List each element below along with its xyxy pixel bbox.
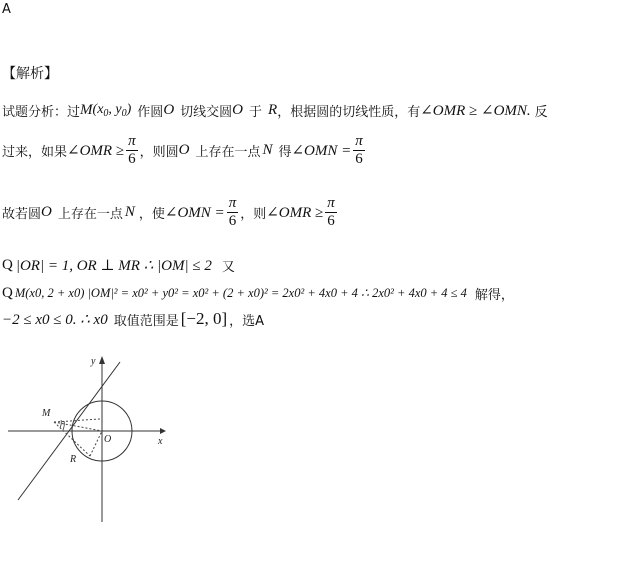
angle-inequality: ∠OMR ≥ ∠OMN. (420, 102, 531, 119)
text: 上存在一点 (195, 144, 261, 160)
fraction-numerator: π (327, 194, 335, 211)
angle-omr: ∠OMR ≥ (266, 204, 324, 221)
text: 于 (249, 104, 263, 120)
segment-ro (90, 431, 102, 456)
analysis-line-3 (2, 194, 339, 230)
symbol-q: Q (2, 284, 13, 301)
symbol-q: Q (2, 256, 13, 273)
interval: [−2, 0] (180, 309, 228, 328)
text: ，则 (240, 206, 267, 222)
text: 过来，如果 (2, 144, 68, 160)
fraction-numerator: π (355, 132, 363, 149)
text: ，使 (138, 206, 165, 222)
point-n: N (124, 203, 135, 220)
circle-o: O (178, 141, 190, 158)
text: ，选A (229, 313, 265, 329)
section-heading: 【解析】 (2, 66, 58, 82)
label-m: M (42, 408, 51, 419)
angle-omr: ∠OMR ≥ (67, 142, 125, 159)
fraction-pi-6 (353, 134, 365, 167)
analysis-line-2 (2, 132, 367, 168)
fraction-denominator: 6 (128, 150, 136, 167)
text: ，根据圆的切线性质，有 (277, 104, 421, 120)
fraction-pi-6 (325, 196, 337, 229)
fraction-pi-6 (227, 196, 239, 229)
analysis-line-5 (2, 280, 514, 306)
label-o: O (104, 434, 112, 445)
text: 又 (221, 259, 235, 275)
circle-o: O (41, 203, 52, 220)
point-m: M (80, 101, 93, 118)
math-expression: M(x0, 2 + x0) |OM|² = x0² + y0² = x0² + (2 + x0)² = 2x0² + 4x0 + 4 ∴ 2x0² + 4x0 + 4 ≤ 4 (14, 286, 467, 300)
analysis-line-4 (2, 252, 235, 278)
x-axis-arrow-icon (160, 428, 166, 434)
label-x: x (158, 436, 163, 447)
text: 试题分析：过 (2, 104, 81, 120)
text: 取值范围是 (113, 313, 179, 329)
fraction-denominator: 6 (228, 212, 237, 229)
text: 得 (278, 144, 292, 160)
math-expression: |OR| = 1, OR ⊥ MR ∴ |OM| ≤ 2 (15, 257, 212, 274)
y-axis-arrow-icon (99, 356, 105, 364)
answer-letter: A (2, 2, 11, 17)
fraction-denominator: 6 (355, 150, 363, 167)
geometry-figure (0, 350, 190, 530)
angle-mark (63, 421, 64, 430)
text: ，则圆 (139, 144, 179, 160)
label-r: R (70, 454, 77, 465)
text: 故若圆 (2, 206, 42, 222)
math-expression: −2 ≤ x0 ≤ 0. ∴ x0 (2, 311, 108, 328)
fraction-denominator: 6 (327, 212, 335, 229)
angle-mark (60, 420, 61, 428)
text: 反 (534, 104, 548, 120)
label-y: y (91, 356, 96, 367)
analysis-line-6 (2, 306, 264, 332)
fraction-numerator: π (128, 132, 136, 149)
analysis-line-1 (2, 97, 548, 123)
circle-o: O (163, 101, 175, 118)
text: 上存在一点 (57, 206, 123, 222)
text: 解得， (474, 287, 514, 303)
angle-omn: ∠OMN = (291, 142, 352, 159)
point-m-coords: ($x_0$, $y_0$) (92, 101, 132, 119)
text: 切线交圆 (180, 104, 233, 120)
angle-omn: ∠OMN = (164, 204, 225, 221)
fraction-numerator: π (228, 194, 237, 211)
point-n: N (262, 141, 273, 158)
circle-o: O (232, 101, 244, 118)
fraction-pi-6 (126, 134, 138, 167)
point-r: R (268, 101, 278, 118)
text: 作圆 (137, 104, 164, 120)
